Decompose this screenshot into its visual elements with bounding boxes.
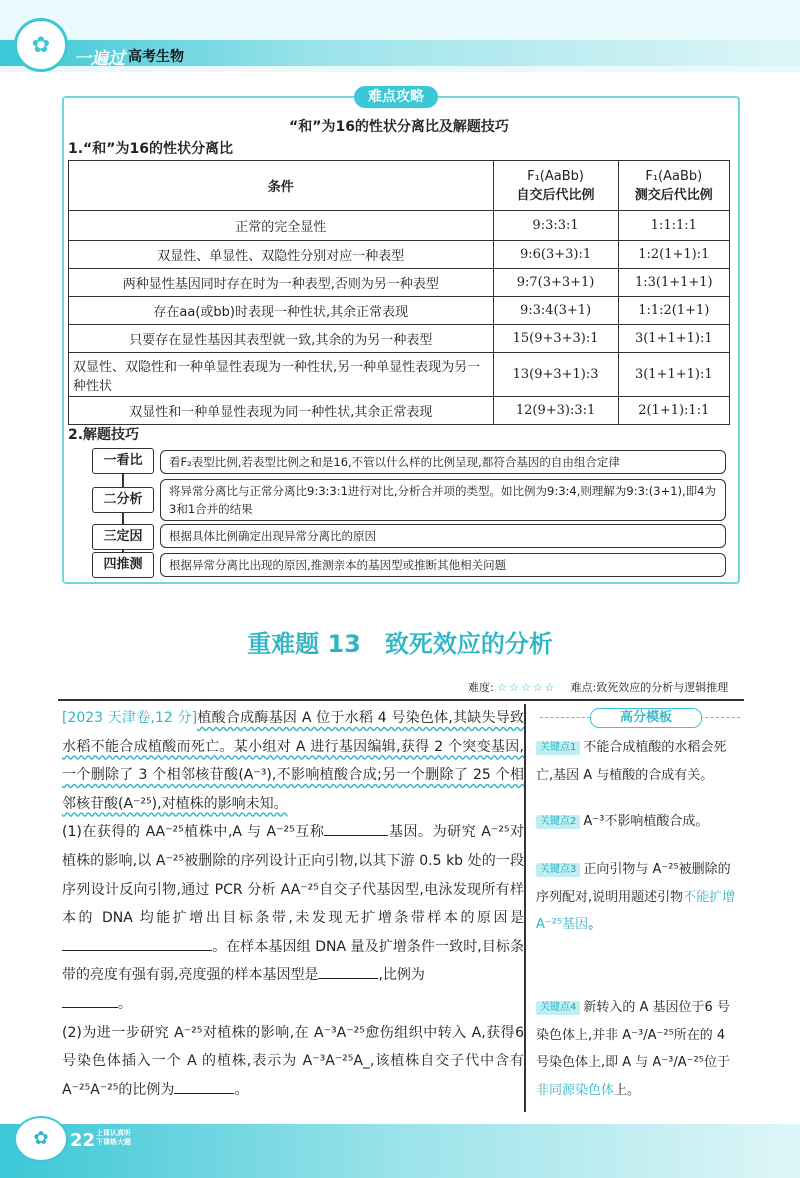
mascot-icon: ✿ — [14, 1116, 68, 1162]
key-point-text: 。 — [588, 917, 602, 932]
step-text: 将异常分离比与正常分离比9:3:3:1进行对比,分析合并项的类型。如比例为9:3:4,则理解为9:3:(3+1),即4为3和1合并的结果 — [160, 479, 726, 521]
template-tab: 高分模板 — [590, 708, 702, 728]
slogan-line-1: 上课认真听 — [96, 1129, 131, 1137]
step-text: 看F₂表型比例,若表型比例之和是16,不管以什么样的比例呈现,都符合基因的自由组合定律 — [160, 450, 726, 474]
table-row — [69, 353, 730, 397]
key-point-highlight: 非同源染色体 — [536, 1082, 615, 1098]
table-row — [69, 211, 730, 241]
question-part2 — [62, 1019, 524, 1105]
divider-line — [58, 699, 744, 701]
key-point-tag: 关键点4 — [536, 1001, 580, 1015]
key-point-highlight: 不能扩增 A⁻²⁵基因 — [536, 889, 736, 932]
ratio-table — [68, 160, 730, 425]
step-label: 二分析 — [92, 487, 154, 513]
answer-blank[interactable] — [324, 821, 388, 836]
cell-selfing: 9:3:3:1 — [493, 211, 618, 241]
cell-condition: 双显性和一种单显性表现为同一种性状,其余正常表现 — [69, 397, 494, 425]
key-point-2 — [536, 808, 742, 836]
q2-text-a: (2)为进一步研究 A⁻²⁵对植株的影响,在 A⁻³A⁻²⁵愈伤组织中转入 A,获得6 号染色体插入一个 A 的植株,表示为 A⁻³A⁻²⁵A_,该植株自交子代中含有 A⁻²⁵A⁻²⁵的比例为 — [62, 1024, 524, 1098]
section-title: 重难题 13 致死效应的分析 — [247, 630, 553, 658]
answer-blank[interactable] — [318, 964, 378, 979]
table-row — [69, 397, 730, 425]
cell-condition: 存在aa(或bb)时表现一种性状,其余正常表现 — [69, 297, 494, 325]
question-body — [62, 704, 524, 1104]
question-intro — [62, 704, 524, 818]
footer-slogan — [96, 1129, 131, 1147]
question-part1 — [62, 818, 524, 1018]
q1-text-c: 。在样本基因组 DNA 量及扩增条件一致时,目标条带的亮度有强有弱,亮度强的样本基因型是 — [62, 938, 524, 984]
key-point-text: A⁻³不影响植酸合成。 — [583, 814, 709, 829]
difficulty-label: 难度: — [468, 681, 494, 694]
cell-testcross: 3(1+1+1):1 — [618, 353, 729, 397]
panel-title: “和”为16的性状分离比及解题技巧 — [289, 119, 509, 135]
flow-connector — [122, 472, 124, 564]
table-row — [69, 269, 730, 297]
q2-text-b: 。 — [234, 1081, 249, 1098]
cell-selfing: 9:6(3+3):1 — [493, 241, 618, 269]
col-header-testcross-line1: F₁(AaBb) — [645, 168, 703, 184]
answer-blank[interactable] — [62, 936, 212, 951]
col-header-testcross — [618, 161, 729, 211]
table-row — [69, 297, 730, 325]
step-text: 根据异常分离比出现的原因,推测亲本的基因型或推断其他相关问题 — [160, 553, 726, 577]
section-heading-tips: 2.解题技巧 — [68, 427, 140, 443]
cell-selfing: 9:7(3+3+1) — [493, 269, 618, 297]
key-point-tag: 关键点2 — [536, 815, 580, 829]
cell-testcross: 2(1+1):1:1 — [618, 397, 729, 425]
step-label: 四推测 — [92, 552, 154, 578]
col-header-testcross-line2: 测交后代比例 — [634, 187, 713, 203]
cell-testcross: 1:1:1:1 — [618, 211, 729, 241]
cell-condition: 只要存在显性基因其表型就一致,其余的为另一种表型 — [69, 325, 494, 353]
col-header-condition: 条件 — [69, 161, 494, 211]
key-point-tag: 关键点3 — [536, 863, 580, 877]
cell-condition: 双显性、双隐性和一种单显性表现为一种性状,另一种单显性表现为另一种性状 — [69, 353, 494, 397]
col-header-selfing-line2: 自交后代比例 — [516, 187, 595, 203]
q1-text-b: 基因。为研究 A⁻²⁵对植株的影响,以 A⁻²⁵被删除的序列设计正向引物,以其下游 0.5 kb 处的一段序列设计反向引物,通过 PCR 分析 AA⁻²⁵自交子代基因型,电泳发现所有样本的 DNA 均能扩增出目标条带,未发现无扩增条带样本的原因是 — [62, 824, 524, 927]
subject-title: 高考生物 — [128, 49, 184, 65]
cell-condition: 两种显性基因同时存在时为一种表型,否则为另一种表型 — [69, 269, 494, 297]
template-tab-line — [700, 717, 740, 719]
panel-tab: 难点攻略 — [354, 86, 438, 108]
step-label: 一看比 — [92, 448, 154, 474]
focus-text: 难点:致死效应的分析与逻辑推理 — [570, 681, 729, 694]
table-header-row — [69, 161, 730, 211]
key-point-3 — [536, 856, 742, 939]
col-header-selfing — [493, 161, 618, 211]
cell-selfing: 9:3:4(3+1) — [493, 297, 618, 325]
key-point-tag: 关键点1 — [536, 741, 580, 755]
template-tab-line — [540, 717, 590, 719]
q1-text-a: (1)在获得的 AA⁻²⁵植株中,A 与 A⁻²⁵互称 — [62, 824, 325, 841]
difficulty-line — [468, 679, 728, 695]
cell-testcross: 3(1+1+1):1 — [618, 325, 729, 353]
col-header-selfing-line1: F₁(AaBb) — [527, 168, 584, 184]
q1-text-e: 。 — [118, 995, 132, 1012]
key-point-text: 新转入的 A 基因位于6 号染色体上,并非 A⁻³/A⁻²⁵所在的 4 号染色体上,即 A 与 A⁻³/A⁻²⁵位于 — [536, 1000, 730, 1070]
cell-condition: 双显性、单显性、双隐性分别对应一种表型 — [69, 241, 494, 269]
key-point-1 — [536, 734, 742, 789]
q1-text-d: ,比例为 — [378, 967, 425, 984]
key-point-4 — [536, 994, 742, 1104]
key-point-text: 正向引物与 A⁻²⁵被删除的序列配对,说明用题述引物 — [536, 862, 731, 905]
cell-condition: 正常的完全显性 — [69, 211, 494, 241]
table-row — [69, 325, 730, 353]
step-text: 根据具体比例确定出现异常分离比的原因 — [160, 524, 726, 548]
cell-testcross: 1:2(1+1):1 — [618, 241, 729, 269]
page-number: 22 — [70, 1130, 96, 1151]
section-heading-ratios: 1.“和”为16的性状分离比 — [68, 141, 233, 157]
cell-selfing: 15(9+3+3):1 — [493, 325, 618, 353]
key-point-text: 不能合成植酸的水稻会死亡,基因 A 与植酸的合成有关。 — [536, 740, 727, 783]
question-source: [2023 天津卷,12 分] — [62, 710, 198, 726]
cell-selfing: 13(9+3+1):3 — [493, 353, 618, 397]
cell-selfing: 12(9+3):3:1 — [493, 397, 618, 425]
difficulty-stars: ☆☆☆☆☆ — [497, 681, 557, 694]
step-label: 三定因 — [92, 524, 154, 550]
key-point-text: 上。 — [614, 1082, 641, 1098]
mascot-logo-icon: ✿ — [14, 18, 68, 72]
slogan-line-2: 下课练大题 — [96, 1138, 131, 1146]
cell-testcross: 1:1:2(1+1) — [618, 297, 729, 325]
answer-blank[interactable] — [62, 993, 118, 1008]
cell-testcross: 1:3(1+1+1) — [618, 269, 729, 297]
column-divider — [524, 704, 526, 1112]
table-row — [69, 241, 730, 269]
brand-name: 一遍过 — [74, 49, 125, 69]
answer-blank[interactable] — [174, 1079, 234, 1094]
question-paragraph: 植酸合成酶基因 A 位于水稻 4 号染色体,其缺失导致水稻不能合成植酸而死亡。某小组对 A 进行基因编辑,获得 2 个突变基因,一个删除了 3 个相邻核苷酸(A⁻³),不影响植酸合成;另一个删除了 25 个相邻核苷酸(A⁻²⁵),对植株的影响未知。 — [62, 710, 525, 812]
